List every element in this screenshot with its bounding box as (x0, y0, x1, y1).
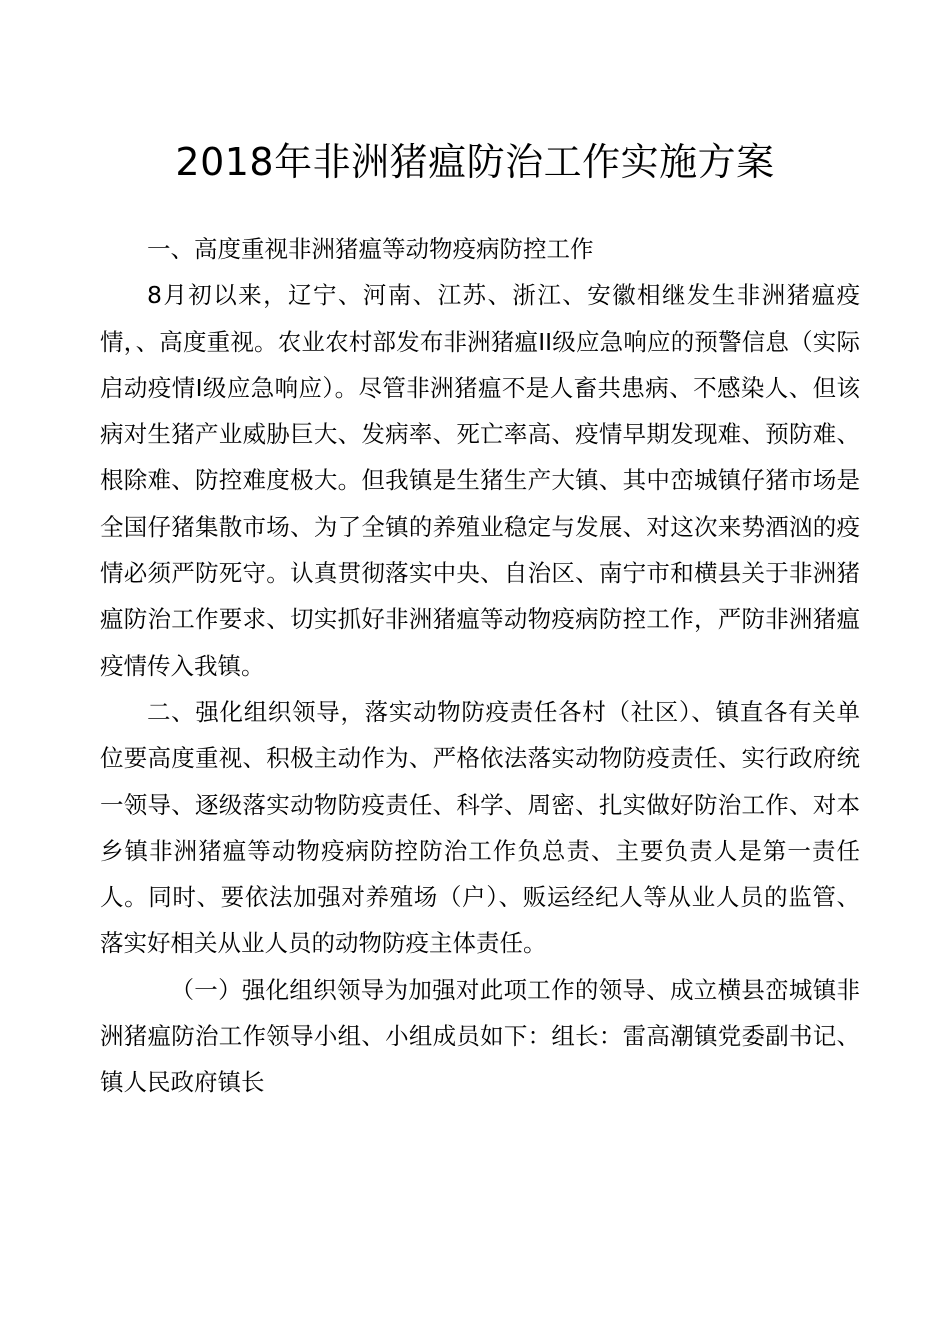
document-body (100, 226, 860, 1106)
body-paragraph-2: 二、强化组织领导，落实动物防疫责任各村（社区）、镇直各有关单位要高度重视、积极主动作为、严格依法落实动物防疫责任、实行政府统一领导、逐级落实动物防疫责任、科学、周密、扎实做好防治工作、对本乡镇非洲猪瘟等动物疫病防控防治工作负总责、主要负责人是第一责任人。同时、要依法加强对养殖场（户）、贩运经纪人等从业人员的监管、落实好相关从业人员的动物防疫主体责任。 (100, 697, 860, 958)
subsection-paragraph-1: （一）强化组织领导为加强对此项工作的领导、成立横县峦城镇非洲猪瘟防治工作领导小组、小组成员如下：组长：雷高潮镇党委副书记、镇人民政府镇长 (100, 975, 860, 1097)
section-heading-1: 一、高度重视非洲猪瘟等动物疫病防控工作 (147, 235, 594, 263)
body-paragraph-1: 8月初以来，辽宁、河南、江苏、浙江、安徽相继发生非洲猪瘟疫情，、高度重视。农业农村部发布非洲猪瘟II级应急响应的预警信息（实际启动疫情I级应急响应）。尽管非洲猪瘟不是人畜共患病、不感染人、但该病对生猪产业威胁巨大、发病率、死亡率高、疫情早期发现难、预防难、根除难、防控难度极大。但我镇是生猪生产大镇、其中峦城镇仔猪市场是全国仔猪集散市场、为了全镇的养殖业稳定与发展、对这次来势酒汹的疫情必须严防死守。认真贯彻落实中央、自治区、南宁市和横县关于非洲猪瘟防治工作要求、切实抓好非洲猪瘟等动物疫病防控工作，严防非洲猪瘟疫情传入我镇。 (100, 281, 860, 680)
document-title: 2018年非洲猪瘟防治工作实施方案 (175, 140, 775, 184)
